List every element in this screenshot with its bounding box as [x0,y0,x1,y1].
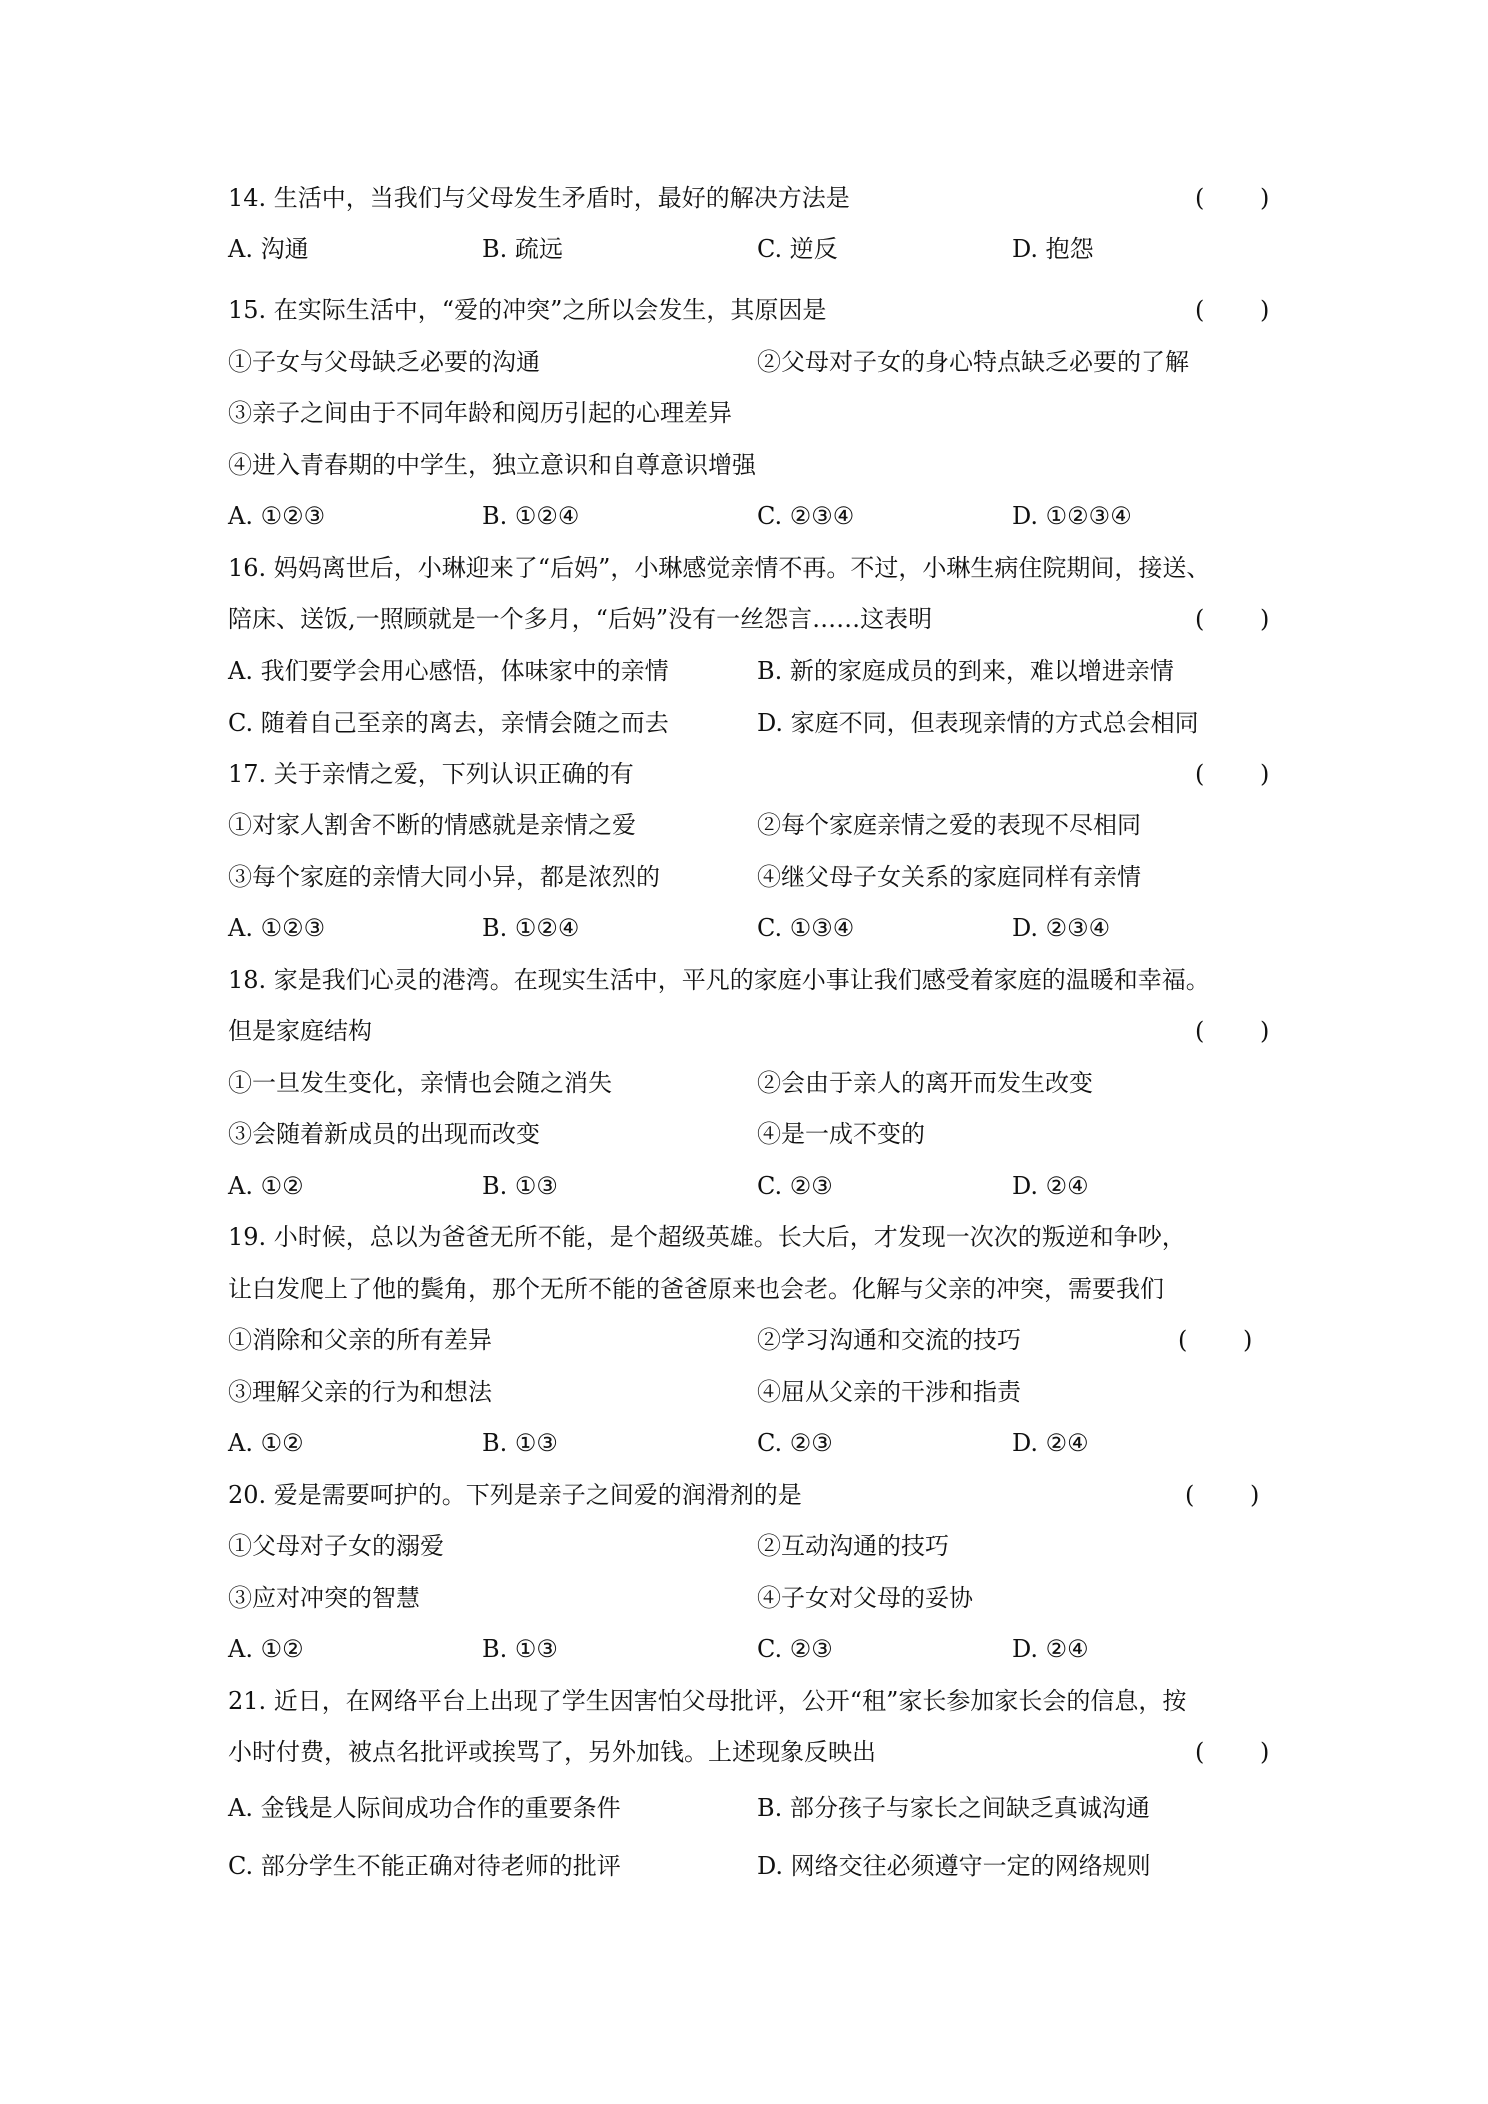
option-b: B. 疏远 [482,235,563,263]
option-b: B. ①③ [482,1635,558,1663]
statement-1: ①消除和父亲的所有差异 [228,1326,492,1354]
option-b: B. ①③ [482,1172,558,1200]
option-c: C. ②③ [757,1172,833,1200]
stem-text: 让白发爬上了他的鬓角，那个无所不能的爸爸原来也会老。化解与父亲的冲突，需要我们 [228,1275,1164,1303]
option-a: A. ①② [228,1172,304,1200]
stem-text: 15. 在实际生活中，“爱的冲突”之所以会发生，其原因是 [228,296,827,324]
option-b: B. ①③ [482,1429,558,1457]
statement-3: ③亲子之间由于不同年龄和阅历引起的心理差异 [228,399,732,427]
option-d: D. 家庭不同，但表现亲情的方式总会相同 [757,709,1199,737]
option-c: C. ②③④ [757,502,855,530]
statement-2: ②学习沟通和交流的技巧 [757,1326,1021,1354]
answer-bracket: ( ) [1195,1738,1294,1766]
option-a: A. ①②③ [228,502,326,530]
option-d: D. ②④ [1012,1172,1089,1200]
statement-1: ①子女与父母缺乏必要的沟通 [228,348,540,376]
option-c: C. ②③ [757,1635,833,1663]
answer-bracket: ( ) [1195,296,1294,324]
option-d: D. 抱怨 [1012,235,1094,263]
statement-4: ④是一成不变的 [757,1120,925,1148]
statement-2: ②父母对子女的身心特点缺乏必要的了解 [757,348,1189,376]
option-d: D. 网络交往必须遵守一定的网络规则 [757,1852,1151,1880]
option-a: A. ①②③ [228,914,326,942]
option-c: C. ②③ [757,1429,833,1457]
option-b: B. ①②④ [482,914,580,942]
option-d: D. ②④ [1012,1635,1089,1663]
stem-text: 20. 爱是需要呵护的。下列是亲子之间爱的润滑剂的是 [228,1481,802,1509]
option-a: A. 我们要学会用心感悟，体味家中的亲情 [228,657,669,685]
answer-bracket: ( ) [1178,1326,1277,1354]
answer-bracket: ( ) [1195,605,1294,633]
statement-2: ②互动沟通的技巧 [757,1532,949,1560]
option-a: A. 金钱是人际间成功合作的重要条件 [228,1794,621,1822]
answer-bracket: ( ) [1185,1481,1284,1509]
stem-text: 小时付费，被点名批评或挨骂了，另外加钱。上述现象反映出 [228,1738,876,1766]
statement-2: ②每个家庭亲情之爱的表现不尽相同 [757,811,1141,839]
stem-text: 但是家庭结构 [228,1017,372,1045]
answer-bracket: ( ) [1195,1017,1294,1045]
statement-3: ③每个家庭的亲情大同小异，都是浓烈的 [228,863,660,891]
option-c: C. 部分学生不能正确对待老师的批评 [228,1852,621,1880]
stem-text: 陪床、送饭,一照顾就是一个多月，“后妈”没有一丝怨言……这表明 [228,605,933,633]
statement-4: ④子女对父母的妥协 [757,1584,973,1612]
statement-4: ④继父母子女关系的家庭同样有亲情 [757,863,1141,891]
option-a: A. 沟通 [228,235,309,263]
statement-2: ②会由于亲人的离开而发生改变 [757,1069,1093,1097]
stem-text: 16. 妈妈离世后，小琳迎来了“后妈”，小琳感觉亲情不再。不过，小琳生病住院期间，接送、 [228,554,1211,582]
statement-1: ①一旦发生变化，亲情也会随之消失 [228,1069,612,1097]
stem-text: 17. 关于亲情之爱，下列认识正确的有 [228,760,634,788]
option-d: D. ②③④ [1012,914,1111,942]
option-c: C. 随着自己至亲的离去，亲情会随之而去 [228,709,669,737]
stem-text: 21. 近日，在网络平台上出现了学生因害怕父母批评，公开“租”家长参加家长会的信息，按 [228,1687,1187,1715]
statement-1: ①对家人割舍不断的情感就是亲情之爱 [228,811,636,839]
statement-4: ④进入青春期的中学生，独立意识和自尊意识增强 [228,451,756,479]
stem-text: 14. 生活中，当我们与父母发生矛盾时，最好的解决方法是 [228,184,850,212]
statement-3: ③应对冲突的智慧 [228,1584,420,1612]
option-c: C. 逆反 [757,235,838,263]
option-b: B. 新的家庭成员的到来，难以增进亲情 [757,657,1174,685]
statement-3: ③理解父亲的行为和想法 [228,1378,492,1406]
stem-text: 19. 小时候，总以为爸爸无所不能，是个超级英雄。长大后，才发现一次次的叛逆和争吵， [228,1223,1186,1251]
option-b: B. ①②④ [482,502,580,530]
statement-3: ③会随着新成员的出现而改变 [228,1120,540,1148]
option-c: C. ①③④ [757,914,855,942]
statement-4: ④屈从父亲的干涉和指责 [757,1378,1021,1406]
answer-bracket: ( ) [1195,760,1294,788]
answer-bracket: ( ) [1195,184,1294,212]
statement-1: ①父母对子女的溺爱 [228,1532,444,1560]
option-d: D. ①②③④ [1012,502,1132,530]
option-d: D. ②④ [1012,1429,1089,1457]
stem-text: 18. 家是我们心灵的港湾。在现实生活中，平凡的家庭小事让我们感受着家庭的温暖和幸福。 [228,966,1210,994]
option-a: A. ①② [228,1635,304,1663]
option-b: B. 部分孩子与家长之间缺乏真诚沟通 [757,1794,1150,1822]
option-a: A. ①② [228,1429,304,1457]
